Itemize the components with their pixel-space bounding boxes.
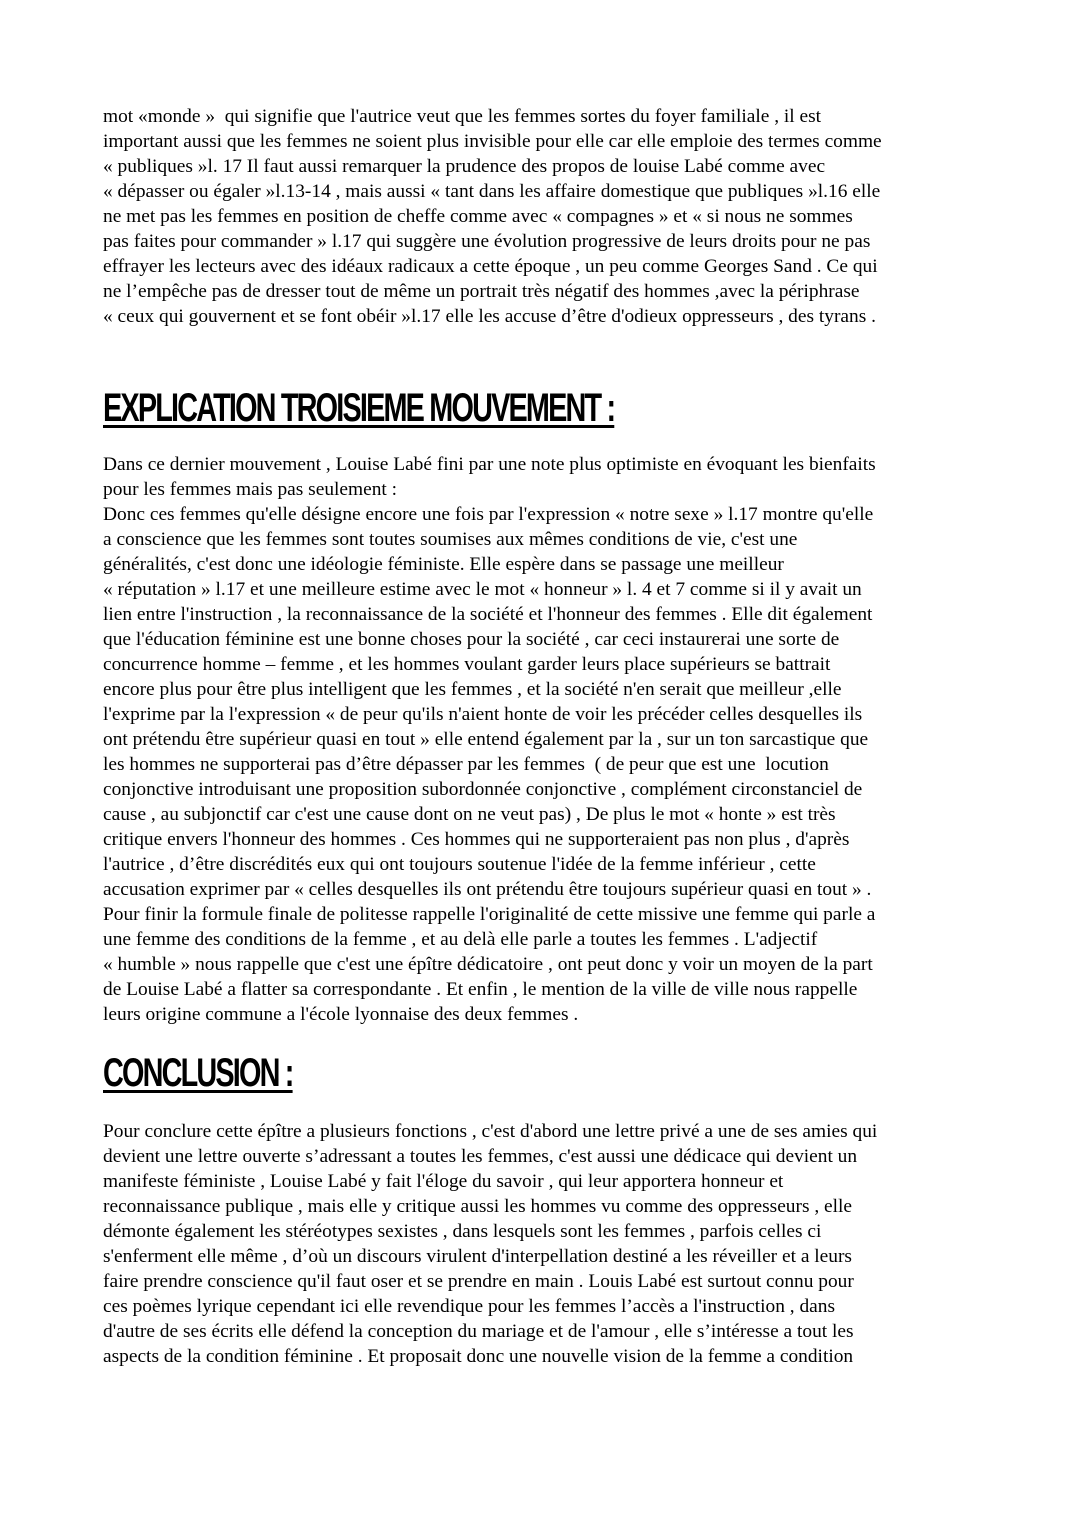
- text-line: reconnaissance publique , mais elle y critique aussi les hommes vu comme des oppresseurs , elle: [103, 1196, 853, 1217]
- text-line: devient une lettre ouverte s’adressant a toutes les femmes, c'est aussi une dédicace qui devient un: [103, 1146, 858, 1167]
- text-line: de Louise Labé a flatter sa correspondante . Et enfin , le mention de la ville de ville nous rappelle: [103, 979, 858, 1000]
- text-line: « publiques »l. 17 Il faut aussi remarquer la prudence des propos de louise Labé comme avec: [103, 156, 826, 177]
- text-line: pour les femmes mais pas seulement :: [103, 479, 398, 500]
- text-line: important aussi que les femmes ne soient plus invisible pour elle car elle emploie des termes comme: [103, 131, 882, 152]
- text-line: ces poèmes lyrique cependant ici elle revendique pour les femmes l’accès a l'instruction , dans: [103, 1296, 835, 1317]
- text-line: aspects de la condition féminine . Et proposait donc une nouvelle vision de la femme a condition: [103, 1346, 854, 1367]
- text-line: effrayer les lecteurs avec des idéaux radicaux a cette époque , un peu comme Georges Sand . Ce qui: [103, 256, 878, 277]
- text-line: cause , au subjonctif car c'est une cause dont on ne veut pas) , De plus le mot « honte » est très: [103, 804, 836, 825]
- text-line: généralités, c'est donc une idéologie féministe. Elle espère dans se passage une meilleur: [103, 554, 784, 575]
- paragraph-intro-continuation: [103, 104, 983, 329]
- paragraph-conclusion: [103, 1119, 983, 1369]
- text-line: pas faites pour commander » l.17 qui suggère une évolution progressive de leurs droits pour ne pas: [103, 231, 871, 252]
- text-line: Donc ces femmes qu'elle désigne encore une fois par l'expression « notre sexe » l.17 montre qu'elle: [103, 504, 874, 525]
- text-line: concurrence homme – femme , et les hommes voulant garder leurs place supérieurs se battrait: [103, 654, 831, 675]
- text-line: « humble » nous rappelle que c'est une épître dédicatoire , ont peut donc y voir un moyen de la part: [103, 954, 873, 975]
- document-page: [103, 104, 983, 1369]
- text-line: faire prendre conscience qu'il faut oser et se prendre en main . Louis Labé est surtout connu pour: [103, 1271, 854, 1292]
- text-line: « réputation » l.17 et une meilleure estime avec le mot « honneur » l. 4 et 7 comme si il y avait un: [103, 579, 862, 600]
- text-line: ne met pas les femmes en position de cheffe comme avec « compagnes » et « si nous ne sommes: [103, 206, 853, 227]
- text-line: accusation exprimer par « celles desquelles ils ont prétendu être toujours supérieur quasi en tout » .: [103, 879, 872, 900]
- text-line: critique envers l'honneur des hommes . Ces hommes qui ne supporteraient pas non plus , d'après: [103, 829, 850, 850]
- text-line: ne l’empêche pas de dresser tout de même un portrait très négatif des hommes ,avec la périphrase: [103, 281, 860, 302]
- paragraph-troisieme-mouvement: [103, 452, 983, 1027]
- text-line: ont prétendu être supérieur quasi en tout » elle entend également par la , sur un ton sarcastique que: [103, 729, 869, 750]
- text-line: a conscience que les femmes sont toutes soumises aux mêmes conditions de vie, c'est une: [103, 529, 798, 550]
- text-line: Pour finir la formule finale de politesse rappelle l'originalité de cette missive une femme qui parle a: [103, 904, 876, 925]
- text-line: les hommes ne supporterai pas d’être dépasser par les femmes ( de peur que est une locution: [103, 754, 829, 775]
- text-line: leurs origine commune a l'école lyonnaise des deux femmes .: [103, 1004, 579, 1025]
- text-line: une femme des conditions de la femme , et au delà elle parle a toutes les femmes . L'adjectif: [103, 929, 818, 950]
- text-line: Dans ce dernier mouvement , Louise Labé fini par une note plus optimiste en évoquant les bienfaits: [103, 454, 876, 475]
- text-line: « ceux qui gouvernent et se font obéir »l.17 elle les accuse d’être d'odieux oppresseurs , des tyrans .: [103, 306, 876, 327]
- text-line: s'enferment elle même , d’où un discours virulent d'interpellation destiné a les réveiller et a leurs: [103, 1246, 852, 1267]
- text-line: conjonctive introduisant une proposition subordonnée conjonctive , complément circonstanciel de: [103, 779, 863, 800]
- text-line: l'exprime par la l'expression « de peur qu'ils n'aient honte de voir les précéder celles desquelles ils: [103, 704, 863, 725]
- text-line: que l'éducation féminine est une bonne choses pour la société , car ceci instaurerai une sorte de: [103, 629, 840, 650]
- text-line: manifeste féministe , Louise Labé y fait l'éloge du savoir , qui leur apportera honneur et: [103, 1171, 784, 1192]
- text-line: d'autre de ses écrits elle défend la conception du mariage et de l'amour , elle s’intéresse a tout les: [103, 1321, 854, 1342]
- text-line: Pour conclure cette épître a plusieurs fonctions , c'est d'abord une lettre privé a une de ses amies qui: [103, 1121, 878, 1142]
- text-line: l'autrice , d’être discrédités eux qui ont toujours soutenue l'idée de la femme inférieur , cette: [103, 854, 816, 875]
- text-line: lien entre l'instruction , la reconnaissance de la société et l'honneur des femmes . Elle dit également: [103, 604, 873, 625]
- section-heading-troisieme-mouvement: EXPLICATION TROISIEME MOUVEMENT :: [103, 386, 615, 430]
- text-line: mot «monde » qui signifie que l'autrice veut que les femmes sortes du foyer familiale , il est: [103, 106, 822, 127]
- section-heading-conclusion: CONCLUSION :: [103, 1051, 293, 1095]
- text-line: encore plus pour être plus intelligent que les femmes , et la société n'en serait que meilleur ,elle: [103, 679, 842, 700]
- text-line: « dépasser ou égaler »l.13-14 , mais aussi « tant dans les affaire domestique que publiques »l.16 elle: [103, 181, 881, 202]
- text-line: démonte également les stéréotypes sexistes , dans lesquels sont les femmes , parfois celles ci: [103, 1221, 822, 1242]
